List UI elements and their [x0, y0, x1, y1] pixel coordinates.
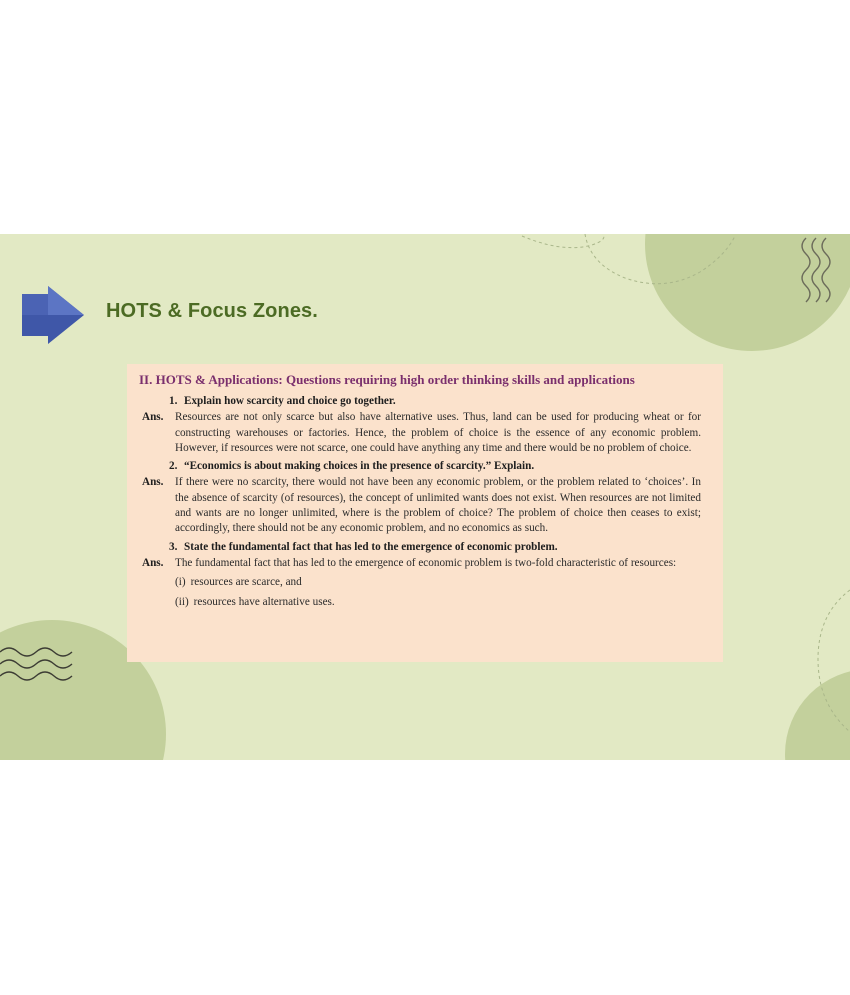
top-right-blob	[645, 234, 850, 351]
wavy-lines-icon	[0, 648, 72, 680]
question-number: 3.	[169, 540, 178, 553]
answer-label: Ans.	[142, 476, 164, 489]
dashed-curve-right	[818, 590, 850, 732]
answer-label: Ans.	[142, 411, 164, 424]
slide-title: HOTS & Focus Zones.	[106, 300, 318, 322]
answer-label: Ans.	[142, 556, 164, 569]
section-heading: II. HOTS & Applications: Questions requiring high order thinking skills and applications	[139, 372, 635, 387]
arrow-right-icon	[22, 286, 86, 344]
answer	[139, 556, 701, 571]
dashed-curve-top	[522, 234, 604, 248]
sub-item-text: resources have alternative uses.	[193, 595, 335, 608]
question	[139, 394, 701, 409]
sub-item-number: (i)	[175, 576, 186, 589]
question-text: State the fundamental fact that has led to the emergence of economic problem.	[184, 540, 558, 553]
question-text: Explain how scarcity and choice go together.	[184, 395, 396, 407]
sub-item-text: resources are scarce, and	[190, 576, 302, 589]
question-number: 1.	[169, 395, 178, 407]
question-text: “Economics is about making choices in the presence of scarcity.” Explain.	[184, 460, 535, 473]
sub-item	[175, 575, 701, 590]
sub-item-list	[139, 575, 701, 610]
slide	[0, 234, 850, 760]
question	[139, 459, 701, 474]
content-box	[127, 364, 723, 662]
wavy-lines-icon	[802, 238, 830, 302]
sub-item-number: (ii)	[175, 595, 189, 608]
question	[139, 540, 701, 555]
question-number: 2.	[169, 460, 178, 473]
answer	[139, 410, 701, 456]
sub-item	[175, 595, 701, 610]
answer-text: The fundamental fact that has led to the emergence of economic problem is two-fold characteristic of resources:	[175, 556, 677, 569]
dashed-curve-top-2	[585, 234, 735, 284]
answer-text: If there were no scarcity, there would not have been any economic problem, or the problem related to ‘choices’. In the absence of scarcity (of resources), the concept of unlimited wants does not exist. When resources are not limited and wants are no longer unlimited, where is the problem of choice? The problem of choice then ceases to exist; accordingly, there should not be any economic problem, and no economics as such.	[175, 476, 701, 535]
bottom-right-blob	[785, 669, 850, 760]
answer	[139, 475, 701, 536]
answer-text: Resources are not only scarce but also have alternative uses. Thus, land can be used for producing wheat or for constructing warehouses or factories. Hence, the problem of choice is the essence of any economic problem. However, if resources were not scarce, one could have anything any time and there would be no problem of choice.	[175, 411, 701, 454]
